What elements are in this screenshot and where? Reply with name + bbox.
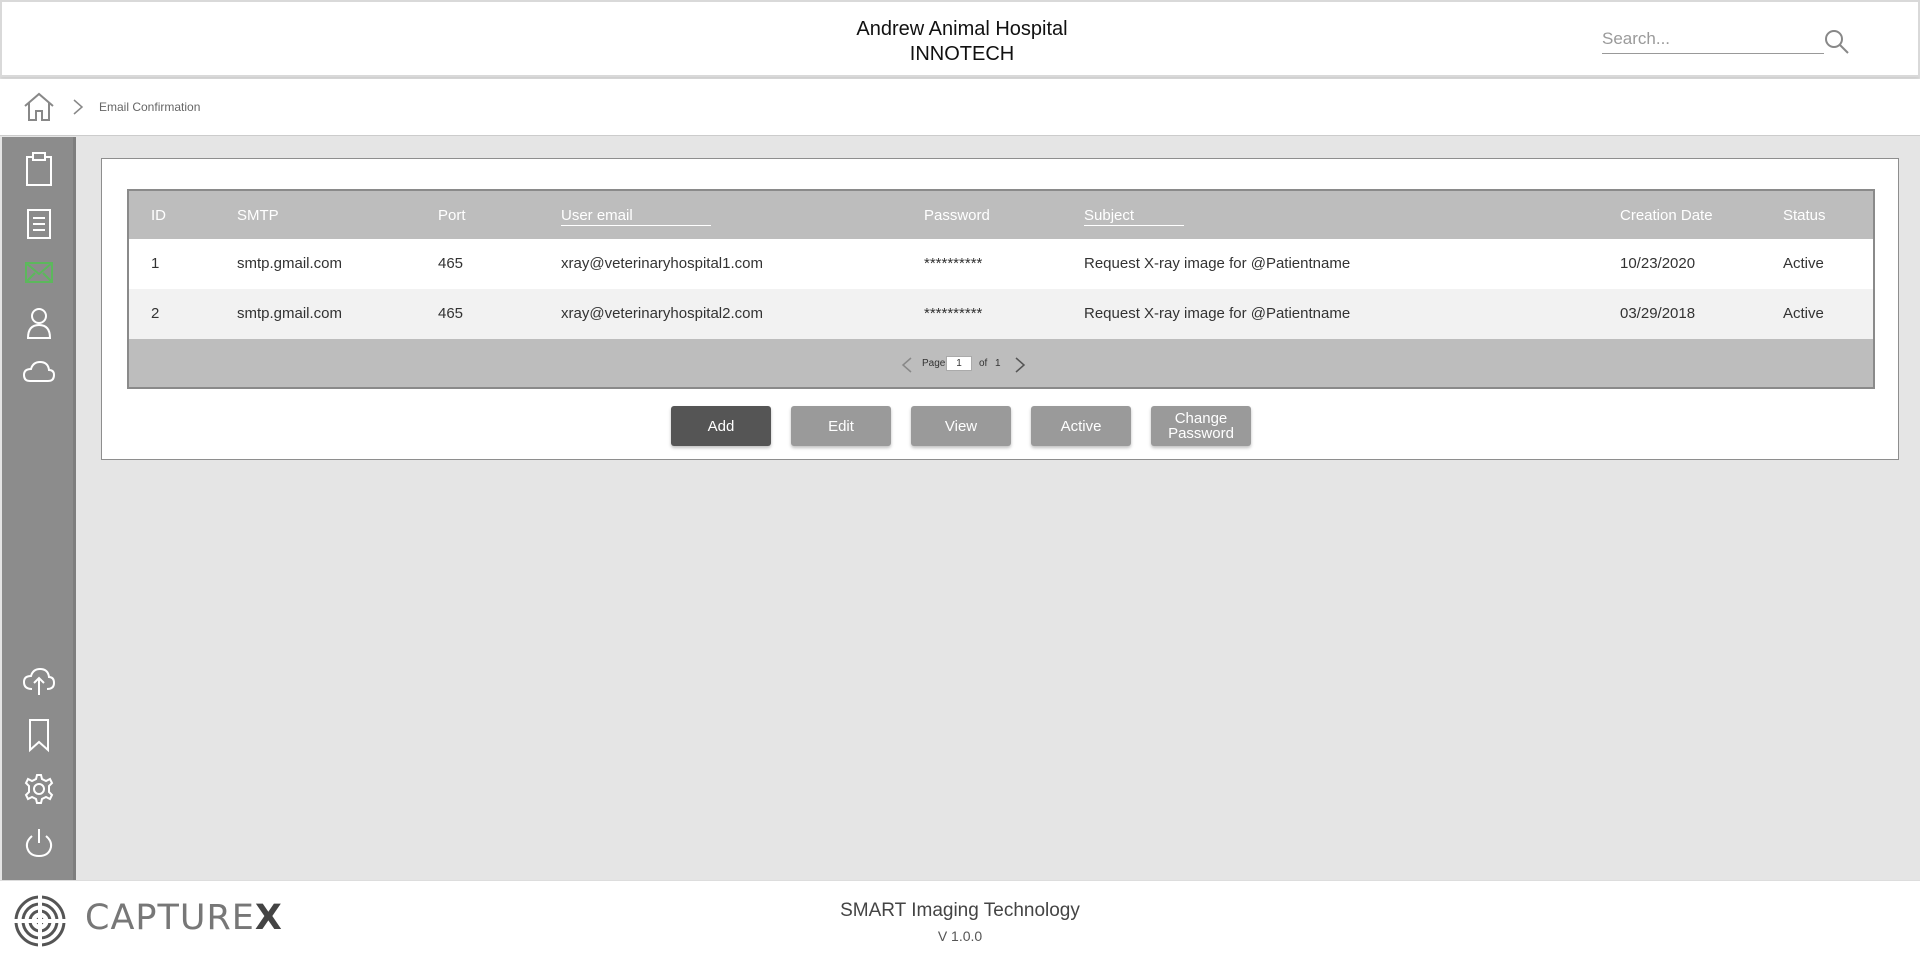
- change-password-line2: Password: [1168, 425, 1234, 442]
- view-button[interactable]: View: [911, 406, 1011, 446]
- hospital-name: Andrew Animal Hospital: [856, 18, 1068, 40]
- chevron-right-icon: [70, 97, 86, 117]
- column-status: Status: [1783, 207, 1826, 224]
- table-row[interactable]: [129, 239, 1873, 289]
- cell-subject: Request X-ray image for @Patientname: [1084, 305, 1351, 322]
- chevron-right-icon[interactable]: [1013, 356, 1027, 374]
- cell-status: Active: [1783, 305, 1824, 322]
- column-creation-date: Creation Date: [1620, 207, 1713, 224]
- sidebar: [2, 137, 76, 880]
- app-footer: [0, 880, 1920, 958]
- cell-creation-date: 03/29/2018: [1620, 305, 1696, 322]
- gear-icon[interactable]: [22, 771, 56, 807]
- clipboard-icon[interactable]: [22, 151, 56, 187]
- page-label: Page: [922, 358, 946, 369]
- column-smtp: SMTP: [237, 207, 279, 224]
- edit-button[interactable]: Edit: [791, 406, 891, 446]
- cloud-upload-icon[interactable]: [22, 662, 56, 698]
- column-port: Port: [438, 207, 466, 224]
- column-password: Password: [924, 207, 990, 224]
- mail-icon[interactable]: [22, 254, 56, 290]
- cell-password: **********: [924, 255, 983, 272]
- cell-port: 465: [438, 305, 464, 322]
- cell-id: 1: [151, 255, 160, 272]
- cell-creation-date: 10/23/2020: [1620, 255, 1696, 272]
- user-icon[interactable]: [22, 305, 56, 341]
- logo-text-main: CAPTURE: [85, 898, 255, 938]
- breadcrumb-current[interactable]: Email Confirmation: [99, 100, 201, 114]
- cell-smtp: smtp.gmail.com: [237, 255, 343, 272]
- cell-user-email: xray@veterinaryhospital1.com: [561, 255, 763, 272]
- cloud-icon[interactable]: [22, 354, 56, 390]
- of-label: of: [979, 358, 988, 369]
- change-password-button[interactable]: [1151, 406, 1251, 446]
- company-name: INNOTECH: [909, 43, 1015, 65]
- chevron-left-icon[interactable]: [900, 356, 914, 374]
- search-input[interactable]: [1602, 24, 1824, 54]
- add-button[interactable]: Add: [671, 406, 771, 446]
- cell-id: 2: [151, 305, 160, 322]
- home-icon[interactable]: [22, 91, 56, 123]
- search-icon[interactable]: [1824, 29, 1850, 55]
- app-header: [0, 0, 1920, 77]
- page-number-input[interactable]: 1: [946, 356, 972, 371]
- email-table: [127, 189, 1875, 389]
- cell-password: **********: [924, 305, 983, 322]
- document-icon[interactable]: [22, 206, 56, 242]
- logo-text-x: X: [254, 898, 283, 938]
- power-icon[interactable]: [22, 825, 56, 861]
- pagination: [129, 339, 1873, 387]
- breadcrumb: [0, 79, 1920, 136]
- table-row[interactable]: [129, 289, 1873, 339]
- footer-title: SMART Imaging Technology: [840, 900, 1080, 921]
- cell-port: 465: [438, 255, 464, 272]
- cell-subject: Request X-ray image for @Patientname: [1084, 255, 1351, 272]
- change-password-line1: Change: [1174, 410, 1228, 427]
- cell-user-email: xray@veterinaryhospital2.com: [561, 305, 763, 322]
- cell-status: Active: [1783, 255, 1824, 272]
- bookmark-icon[interactable]: [22, 717, 56, 753]
- table-header: [129, 191, 1873, 239]
- column-id: ID: [151, 207, 166, 224]
- search-box: [1602, 24, 1848, 56]
- footer-version: V 1.0.0: [937, 928, 983, 944]
- active-button[interactable]: Active: [1031, 406, 1131, 446]
- column-user-email[interactable]: User email: [561, 207, 711, 226]
- column-subject[interactable]: Subject: [1084, 207, 1184, 226]
- cell-smtp: smtp.gmail.com: [237, 305, 343, 322]
- total-pages: 1: [995, 358, 1001, 369]
- email-config-panel: [101, 158, 1899, 460]
